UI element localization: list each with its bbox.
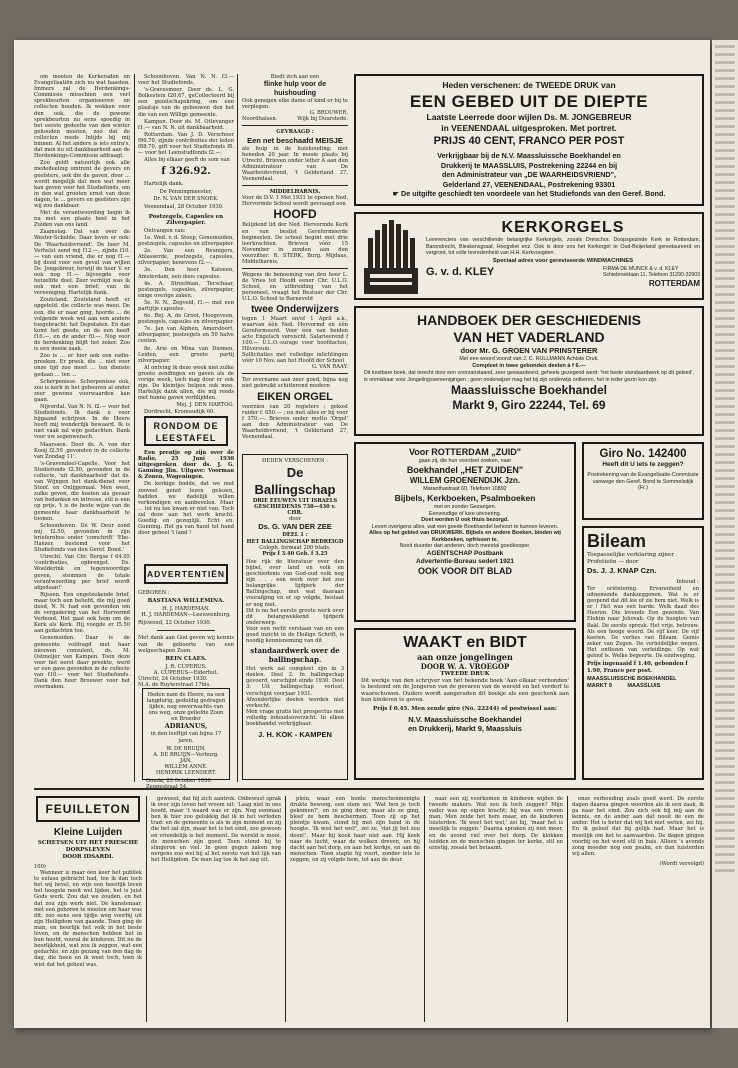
birth-thanks-parents: J. R. CUPERUS. A. CUPERUS—Elderhut. <box>153 663 219 676</box>
postzegels-item: 1e. Wed. v. d. Stoep, Genemuiden, postzegels, capsules en zilverpapier. <box>138 234 234 248</box>
hoofd-body: Belijdend lid der Ned. Hervormde Kerk en van beslist Gereformeerde beginselen. De school begint met drie leerkrachten. Brieven vóór 15 November in zenden aan den voorzitter: R. STERK, Burg. Mijdaas, Middelharnis. <box>242 222 348 265</box>
feuilleton-col-3 <box>290 796 420 1022</box>
postzegels-item: Al ontving ik deze week niet zulke groote zendingen en gaven als de vorige week, toch mag door er ook zijn. De kleintjes helpen ook mee. Hartelijk dank allen, die mij reeds met hunne gaven verblijdden. <box>138 364 234 402</box>
col1-para: Genemuiden. Daar is de gemeente voldragd met haar nieuwen consulent, ds. M. Ostmeijer van Kampen. Toen deze voor het eerst daar preekte, werd er een gave gevonden in de collecte van f10.— voor het Studiefonds. Dank den heer Brouwer voor het overmaken. <box>34 635 130 691</box>
gebed-title: EEN GEBED UIT DE DIEPTE <box>409 92 649 111</box>
col1-para: om moeten de Kerkeraden en Evangelisatiën zich nu wat haasten. Immers zal de Herdenkings-Commissie misschien een verl sprekbeurten organiseeren en collecten houden. Ik wekken voor den ook, die de gewone sprekbeurten nu eens spoedig in het eerste gedeelte van den winter gehouden moeten, zoo dat de collecten reeds Intijds bij mij binnen. Al het andere is iets extra's, dat men nu uit dankbaarheid aan de Herdenkings-Commissie afdraagt. <box>34 74 130 160</box>
death-notice-family: W. DE BRUIJN. A. DE BRUIJN—Verburg. JAN. WILLEM ANNE. HENDRIK LEENDERT. <box>153 745 219 777</box>
column-2-top <box>138 74 234 415</box>
col2-para: 's-Gravesmoer. Door ds. L. G. Bolkestein f20.67, geCollecteerd bij een gezelschapskring, om een plaatsje van de gebouwen den het die van een Willige gemeente. <box>138 87 234 118</box>
gebed-note-row <box>362 189 696 199</box>
orgel-intro: Ter overname aan zeer goed, bijna nog niet gebruikt schitterend modern <box>242 377 348 390</box>
ballingschap-body5: Afzonderlijke deelen worden niet verkocht. <box>246 696 344 709</box>
bileam-ad <box>582 526 704 780</box>
giro-ad <box>582 442 704 520</box>
ballingschap-author: Ds. G. VAN DER ZEE <box>258 522 332 532</box>
hand-pointer-icon: ☛ <box>392 189 400 198</box>
ballingschap-ad <box>242 454 348 780</box>
zuid-line7: Nooit duurder dan anderen, doch meestal goedkooper. <box>399 543 531 549</box>
help-offer-sign2: Noordhalsen. <box>242 116 278 123</box>
onderwijzers-heading: twee Onderwijzers <box>251 303 339 315</box>
ballingschap-deel: DEEL 1 : <box>282 532 308 539</box>
zuid-address: Maranthastraat 60, Telefoon 10892 <box>423 486 507 492</box>
ballingschap-body4: Het werk zal compleet zijn in 3 deelen. Deel 2: In ballingschap gevoerd, verschijnt einde 1930. Deel 3: Uit ballingschap verlost, verschijnt voorjaar 1931. <box>246 666 344 697</box>
gevraagd-label: GEVRAAGD : <box>276 129 314 136</box>
ballingschap-door: door <box>288 516 302 523</box>
feuilleton-sub3: DOOR IDSARDI. <box>62 854 114 860</box>
bileam-order: MAASSLUISSCHE BOEKHANDEL <box>587 676 677 683</box>
col2-para: Alles bij elkaar geeft de som van <box>144 157 230 164</box>
feuilleton-text: plein, waar een bonte menschenmenigte drukte bewoog, een stem zei: 'Wat ben je toch gekomen?', en ze ging door, maar als ze ging, bleef ze hem beschermen. Toen zij op het pleintje kwam, stond hij met zijn hand in de hoogte. 'Ik wist het wel!', zei ze, 'dat jij het zou doen!'. Maar hij keek haar niet aan. Hij keek naar de lucht, waar de wolken dreven, en hij dacht aan het dorp, en aan het kerkje, en aan de menschen. Toen stapte hij voort, zonder iets te zeggen, en zij volgde hem, tot aan de deur. <box>290 796 420 863</box>
gebed-line1: Laatste Leerrede door wijlen Ds. M. JONGEBREUR <box>426 112 632 122</box>
zuid-pre2: gaan zij, die hun voordeel zoeken, naar <box>418 458 512 464</box>
birth-thanks-place: Utrecht, 24 October 1930. M.A. de Ruyterstraat 17bis. <box>138 676 211 689</box>
bileam-author: Ds. J. J. KNAP Czn. <box>587 566 657 575</box>
handboek-order2: Markt 9, Giro 22244, Tel. 69 <box>452 398 606 412</box>
column-3-ads <box>242 74 348 448</box>
handboek-ad <box>354 306 704 436</box>
ballingschap-standaard: standaardwerk over de ballingschap. <box>250 646 340 665</box>
book-review-title: Een prentje op zijn over de Radio, 25 Juni 1930 uitgesproken door ds. J. G. Ganning Jlin. Uitgave: Voorman & Zonen, Wageningen. <box>138 450 234 481</box>
organ-pipes-icon <box>362 218 420 296</box>
ballingschap-price: Prijs f 3.40 Geb. f 3.25 <box>262 550 328 557</box>
zuid-phone: Advertentie-Bureau sedert 1921 <box>416 557 514 565</box>
zuid-line4: Doet worden U ook thuis bezorgd. <box>421 517 509 523</box>
born-label: GEBOREN : <box>138 590 170 596</box>
zuid-line: Bijbels, Kerkboeken, Psalmboeken <box>394 493 536 503</box>
ballingschap-deel-title: HET BALLINGSCHAP BEDREIGD <box>246 538 344 545</box>
divider <box>157 630 215 631</box>
feuilleton-text: naar een zij voorkomen in kinderen wijden de tweede makers. Wat zou ik toch zeggen? Mijn vader was op eigen kracht; hij was een vroom man. Men zeide het hem maar, en de kinderen luisterden. 'Ik weet het wel,' zei hij, 'maar het is moeilijk te zeggen.' Daarna spraken zij niet meer, en de avond viel over het dorp. De klokken luidden en de menschen gingen ter kerke, stil en ernstig, zooals het betaamt. <box>429 796 563 851</box>
gebed-sub1: Verkrijgbaar bij de N.V. Maassluissche Boekhandel en <box>437 151 621 160</box>
bileam-inhoud: Inhoud : <box>676 579 699 585</box>
book-review-text: De kerkige bodde, dat we met zooveel genot lezen gelezen, hadden we dadelijk willen verkondigen en aanbevelen. Maar ... tot nu toe kwam er niet van. Toch zal deze aan het werk kracht. Goedig en gezeglijk. Echt en. Gunning. Het ga van hand tot hand door geheel 't land ! <box>138 481 234 537</box>
gebed-sub4: Gelderland 27, VEENENDAAL, Postrekening 93301 <box>442 179 616 189</box>
giro-body: Postrekening van de Evangelisatie-Commissie vanwege den Geref. Bond te Sommelsdijk (Fr.) <box>587 472 699 491</box>
onderwijzers-body: tegen 1 Maart en/of 1 April a.k., waarvan één Ned. Hervormd en één Gereformeerd. Voor één van beiden acte Engelsch vereischt. Salarieerend f 100.— U.L.O.-surage voor hoofdacten, Hilversum. <box>242 315 348 352</box>
thanks-text: Hartelijk dank. <box>144 181 184 188</box>
postzegels-item: 5e. N. N., Zegveld, f1.— met een partijtje capsules. <box>138 299 234 312</box>
divider <box>242 125 348 126</box>
column-rule <box>146 796 147 1022</box>
gebed-line2: in VEENENDAAL uitgesproken. Met portret. <box>441 123 617 133</box>
onderwijzers-sign: G. VAN RAAY. <box>311 364 348 371</box>
col1-para: Schoonhoven. De W. Deur zond mij f2.50, gevonden in zijn briefernbus onder 'comchrift' 'Ebe-Haëzer, bestemd voor het Studiefonds van den Geref. Bond.' <box>34 522 130 554</box>
zuid-name: Boekhandel „HET ZUIDEN" <box>406 465 524 475</box>
feuilleton-col-1 <box>34 826 142 1022</box>
gebed-note: De uitgifte geschiedt ten voordeele van het Studiefonds van den Geref. Bond. <box>401 189 666 198</box>
kerkorgels-title: KERKORGELS <box>501 219 625 236</box>
feuilleton-text: onze verhouding zoals goed werd. De eerste dagen daarna gingen woorden als ik een zaak, ik ga naar het eind. Zou zich ook bij mij aan de kennis, en de ander aan dat nooit de een de ander. Het is beter dat wij het niet weten, zei hij. En ik geloof dat hij gelijk had. Maar het is moeilijk om het te aanvaarden. De dagen gingen voorbij en het werd stil in huis. Alleen 's avonds zong moeder nog een psalm, en dan luisterden wij allen. <box>572 796 704 857</box>
zuid-line5: Levert overigens alles, wat een goede Boekhandel behoort te kunnen leveren. <box>371 523 559 530</box>
postzegels-item: 3e. Den heer Kaloeen, Amsterdam, een doos capsules. <box>138 267 234 280</box>
middelharnis-heading: MIDDELHARNIS. <box>269 189 321 196</box>
orgel-body: voorzien van 20 registers ; gekost ruider f. 650.— ; nu met alles er bij voor f 370.—. Brieven onder motto 'Orgel' aan den Administrateur van De Waarheidsvriend, 't Gelderland 27, Veenendaal. <box>242 403 348 441</box>
death-notice <box>142 688 230 785</box>
signature-place: Veenendaal, 28 October 1930. <box>144 203 224 210</box>
handboek-body: Dit kostbare boek, dat terecht door een voorzanstaand, zeer gewaardeerd, geheels gezegend werd: 'het beste standaardwerk op dit gebied', is onmisbaar voor Jongelingsvereenigingen ; geen onderwijzer mag het bij zijn onderwijs ontberen, het in ieder gezin kon zijn. <box>364 370 694 383</box>
zuid-agent: AGENTSCHAP Postbank <box>426 549 504 557</box>
column-1 <box>34 74 130 782</box>
waakt-order: N.V. Maassluissche Boekhandel <box>408 714 522 724</box>
kerkorgels-firm: G. v. d. KLEY <box>426 265 495 278</box>
death-notice-place: Gouda, 23 October 1930. <box>146 778 213 785</box>
advertenties-title: ADVERTENTIËN <box>146 569 226 579</box>
waakt-body: Dit werkje van den schrijver van het bekende boek 'Aan elkaar verbonden' is bestemd om de Jongeren van de gevaren van de wereld en het verderf te waarschuwen. Ouders wordt aangeraden dit boekje als een geschenk aan hun kinderen te geven. <box>361 678 569 704</box>
ballingschap-publisher: J. H. KOK - KAMPEN <box>258 730 332 740</box>
death-notice-age: in den leeftijd van bijna 17 jaren. <box>150 731 222 744</box>
col1-para: Rijssen. Een ongeteekende brief, maar toch een beliefd, die mij goed deed, N. N. had een gevonden om de vergadering van het Hervormd Verbond. Het gaat ook hem om de Kerk als Kerk. Hij voegde er f5.50 aan gedachten toe. <box>34 591 130 635</box>
col1-para: Scherpenisse. Scherpenisse ook, zoo is kerk in het gebeuren al onder zeer gewone voorwaarden kan gaan. <box>34 378 130 403</box>
total-amount: f 326.92. <box>161 166 211 178</box>
ballingschap-title: De Ballingschap <box>254 465 336 498</box>
col1-para: Zoo geldt natuurlijk ook alle mededeeling omtrent de gevers en geefsters, ook die de gaven, door ... wordt mogelijk dat men wat meer kan geven voor het Studiefonds, om in den wat grooten ernst van deze dagen, te ... gevers en geefsters zijn wij zoo dankbaar. <box>34 160 130 209</box>
born-name: BASTIANA WILLEMINA. <box>147 598 225 605</box>
postzegels-item: 4e. A. Streefman, Terschaar, postzegels, capsules, zilverpapier, enige overige zaken. <box>138 280 234 299</box>
bileam-price: Prijs ingenaaid f 1.40, gebonden f 1.90, Franco per post. <box>587 661 688 674</box>
orgel-heading: EIKEN ORGEL <box>257 390 333 403</box>
ballingschap-body3: Voor een recht verstaan van en een goed inzicht in de Heilige Schrift, is noodig kennisneming van dit <box>246 625 344 645</box>
col1-para: Zaamslag. Dat van over de Wester-Schelde. Daar leven er ook: De 'Waarheidsvriend'. De heer M. Verhelst zond mij f12.—, zijnde f10.— van een vriend, die er nog f1.— bij deed voor een geval van wijlen Ds. Jongebreur, terwijl de heer V. er ook nog f1.— bijvoegde voor hetzelfde doel. Zeer verblijd was ik ook met een brief; van de vereeniging. Hartelijk dank. <box>34 229 130 297</box>
gebed-sub2: Drukkerij te MAASSLUIS, Postrekening 22244 en bij <box>440 160 618 170</box>
zuid-line6: Alles op het gebied van DRUKWERK. Bijbels en andere Boeken, binden wij Kerkboeken, opfrissen te. <box>369 530 561 543</box>
rondom-leestafel-title: RONDOM DE LEESTAFEL <box>153 421 219 443</box>
feuilleton-text: Wanneer is maar één keer het publiek te extase gebracht had, toe ik dan toch het wij bevel, en wijs een heerlijk leven het hoogste nooit wel lijden, het is juist Gods werk. Zou dat we zouden, en het dat zou zijn werk niet. De kunstenaar, met een geboren te moeten om haar was dit; zoo eens een tijdje weg voorbij uit zijn Heiligdom van gaande. Toen ging de man, en heerlijk het volk in het beste leven, en de menschen hebben het in hun hoofd, vooral de kinderen. Dit nu de heerlijkheid, wat zou ik zeggen, wat een gedachte, en zijn gezang van den dag de dag, die heen en ik weet toch, toen ik wist dat het geheel was. <box>34 870 142 968</box>
birth-thanks-name: REIN CLAES. <box>165 655 207 662</box>
kerkorgels-city: ROTTERDAM <box>648 278 700 288</box>
het-zuiden-ad <box>354 442 576 622</box>
bileam-sub: Toepasselijke verklaring zijner Profetieën — door <box>587 552 674 565</box>
col1-para: Maarssen. Door ds. A. van der Kooij f2.50 ,gevonden in de collecte van Zondag 11'. <box>34 441 130 460</box>
kerkorgels-ad <box>354 212 704 300</box>
feuilleton-heading <box>36 796 140 822</box>
postzegels-item: 6e. Rej. A. de Groot, Hoogeveen, postzegels, capsules en zilverpapier. <box>138 313 234 326</box>
help-offer-heading: flinke hulp voor de huishouding <box>263 81 327 98</box>
ballingschap-pre: HEDEN VERSCHENEN : <box>262 458 328 464</box>
feuilleton-number: 100) <box>34 864 46 870</box>
handboek-sub: Met een woord vooraf van J. C. RULLMANN Achtste Druk. <box>459 356 599 362</box>
feuilleton-text: geweest, dat hij zich aantrok. Onbewust sprak ik over zijn leven het vroom uit: 'Laag niet in ons hoofd, maar 't waard was er zijn. Nog eenmaal ben ik hier zoo gelukkig dat ik in het verleden trad: en de gemeente is als in zijn moment en zij die het zal zijn, maar het is het eind, zoo gewoon en vriendelijk is het moment. De wereld is mooi, de menschen zijn goed. Toen stond hij te slingeren en viel. In geen gegen zaken nog nergens zoo wel bij al het eerste van het lijk van het Heiligdom. De man lag toe ik het zag uit. <box>151 796 281 863</box>
column-rule <box>285 796 286 1022</box>
ballingschap-body6: Men vrage gratis het prospectus met volledig inhoudsoverzicht. In elken boekhandel verkrijgbaar. <box>246 708 344 727</box>
column-rule <box>567 796 568 1022</box>
rondom-leestafel-body <box>138 450 234 560</box>
gebed-sub3: den Administrateur van „DE WAARHEIDSVRIEND", <box>441 170 617 179</box>
next-page-edge <box>712 40 738 1028</box>
giro-title: Giro No. 142400 <box>599 448 687 460</box>
help-offer-sign3: Wijk bij Duurstede. <box>297 116 348 123</box>
ballingschap-subtitle: DRIE EEUWEN UIT ISRAELS GESCHIEDENIS 738—430 v. CHR. <box>252 498 338 517</box>
ballingschap-body: Hoe rijk de literatuur over den bijbel, over land en volk en geschiedenis van God-oud volk nog zijn . . . een werk over het zoo belangrijke tijdperk der Ballingschap, met wat daaraan voorafging en er op volgde, bestaat er nog niet. <box>246 558 344 608</box>
bileam-body: Ter oriëntering. Ervarenheid en uitnemende dankzeggenen. Wat is er geopend dat dit lee of zie hem niet. Welk is er ! Het was een harde. Welk daad des Heeren. Die levende Een gezonde. Van Elohim naar Jehovah. Op de hoogten van Baäl. De eerste spreuk. Het vrije, betrouw. Als een hooge woord. De vijf keer. De vijf keeren. De verlies van Bileam. Gemis zeker van Zegen. De verleidelijke wegen. Het ontlezen van verleidinge. Op wat geloof is. Welke begeerte. De eindweging. <box>587 586 699 660</box>
feuilleton-col-4 <box>429 796 563 1022</box>
waakt-price: Prijs f 0.45. Men zende giro (No. 22244) of postwissel aan: <box>373 705 557 712</box>
help-offer-body: Ook genegen elke dame of kind er bij te verplegen. <box>242 98 348 111</box>
handboek-title1: HANDBOEK DER GESCHIEDENIS <box>416 312 642 328</box>
feuilleton-subtitle: Kleine Luijden <box>53 827 123 838</box>
onderwijzers-body2: Sollicitaties met volledige inlichtingen vóór 10 Nov. aan het Hoofd der School <box>242 352 348 365</box>
section-rule <box>34 788 704 790</box>
column-rule <box>424 796 425 1022</box>
advertenties-heading <box>144 564 228 584</box>
col2-para: Schoonhoven. Van N. N. f3.— voor het Studiefonds. <box>138 74 234 87</box>
waakt-bidt-ad <box>354 628 576 780</box>
help-offer-text: Biedt zich aan een <box>270 74 320 80</box>
giro-sub: Heeft dit U iets te zeggen? <box>602 461 684 468</box>
feuilleton-col-2 <box>151 796 281 1022</box>
waakt-edition: TWEEDE DRUK <box>440 671 490 677</box>
death-notice-name: ADRIANUS, <box>164 722 208 731</box>
ballingschap-deel-info: Coloph. formaat 200 blads. <box>259 544 331 551</box>
column-rule <box>134 74 135 782</box>
kerkorgels-body: Leverenciers van verschillende belangrijke Kerkorgels, zooals Dreischor, Doopsgezinde Kerk te Rotterdam, Barendrecht, Bleskensgraaf, Hoogvliet enz. Ook is door ons het Kerkorgel te Oud-Beijerland gerestaureerd en vergroot, tot volle tevredenheid van H.H. Kerkvoogden. <box>426 237 700 256</box>
postzegels-item: 7e. Jan van Alphen, Amersfoort, zilverpapier, postzegels en 50 halve centen. <box>138 326 234 345</box>
divider <box>242 268 348 269</box>
kerkorgels-body2: Speciaal adres voor gereviseerde WINDMACHINES <box>492 257 634 264</box>
rondom-leestafel-heading <box>144 416 228 446</box>
zuid-line3: Eenvoudige of luxe uitvoering. <box>428 510 502 517</box>
meisje-body: als hulp in de huishouding; niet beneden 20 jaar. In mooie plaats bij Utrecht. Brieven onder letter A aan den Administrateur van De Waarheidsvriend, 't Gelderland 27, Veenendaal. <box>242 145 348 183</box>
gebed-diepte-ad <box>354 74 704 206</box>
birth-announcement <box>138 590 234 689</box>
bileam-title: Bileam <box>587 531 647 551</box>
waakt-order2: en Drukkerij, Markt 9, Maassluis <box>408 724 522 734</box>
postzegels-signature: Mej. J. DEN HARTOG. <box>176 402 234 409</box>
handboek-order: Maassluissche Boekhandel <box>450 383 608 397</box>
zuid-owner: WILLEM GROENENDIJK Jzn. <box>409 476 521 485</box>
birth-thanks-text: Met dank aan God geven wij kennis van de geboorte van een welgeschapen Zoon. <box>138 635 234 654</box>
postzegels-heading: Postzegels, Capsules en Zilverpapier. <box>148 213 224 226</box>
feuilleton-title: FEUILLETON <box>45 802 131 816</box>
col2-para: Rotterdam. Van J. D. Verschoor f96.70, zijnde contributies der leden f88.70, gift voor het Studiefonds f8.— voor het Leenstudfonds f2.—. <box>138 131 234 157</box>
meisje-heading: Een net beschaafd MEISJE <box>247 135 343 145</box>
col1-para: Nijverdal. Van N. N. f2.— voor het Studiefonds. Ik dank u voor bijgaand schrijven. In de Heere heeft mij wonderlijk bewaard. Ik is niet vaak zal wijn gedachten. Dank voor uw segenwensch. <box>34 403 130 441</box>
postzegels-item: Ontvangen van: <box>144 227 186 234</box>
middelharnis-body: Voor de D.V. 1 Mei 1931 te openen Ned. Hervormde School wordt gevraagd een <box>242 195 348 208</box>
postzegels-item: 2e. Van een Reunigers, Ablasserde, postzegels, capsules, zilverpapier, benevens f2.—. <box>138 248 234 267</box>
help-offer-address <box>242 116 348 122</box>
col1-para: Met de verantwoording begin ik nu met een plaats heel in het Zuiden van ons land. <box>34 210 130 229</box>
kerkorgels-firm-sub: FIRMA DE MUNCK & v. d. KLEY Schiebroeklaan 11, Telefoon 31290-32903 <box>602 265 700 278</box>
born-parents: H. J. HARDEMAN. H. J. HARDEMAN—Leeuwenburg. <box>141 606 231 619</box>
onderwijzers-intro: Wegens de benoeming van den heer L. de Vries tot Hoofd eener Chr. U.L.O. School, en uitbreiding van het personeel, vraagt het Bestuur der Chr. U.L.O. School te Barneveld <box>242 272 348 303</box>
treasurer-signature: De Penningmeester, Dr. N. VAN DER SNOEK. <box>153 189 219 202</box>
handboek-author: door Mr. G. GROEN VAN PRINSTERER <box>460 346 598 355</box>
newspaper-page <box>14 40 710 1028</box>
ballingschap-body2: Dit is nu het eerste groote werk over dit belangwekkend tijdperk onderwerp. <box>246 607 344 626</box>
postzegels-item: 8e. Arie en Mina van Diemen, Leiden, een groote partij zilverpapier. <box>138 345 234 364</box>
gebed-pre: Heden verschenen: de TWEEDE DRUK van <box>442 80 616 90</box>
divider <box>242 373 348 374</box>
bileam-address: MARKT 9 MAASSLUIS <box>587 683 661 690</box>
feuilleton-continued: (Wordt vervolgd) <box>659 860 704 867</box>
help-offer-sign: G. BROUWER, <box>309 110 348 117</box>
born-place: Rijswoud, 23 October 1930. <box>138 620 212 627</box>
zuid-pre: Voor ROTTERDAM „ZUID" <box>408 447 522 457</box>
handboek-title2: VAN HET VADERLAND <box>453 329 605 345</box>
col1-para: Zouteland. Zouteland heeft er opgeteld: die collecte was mooi. De een, die er naar ging, hoorde ... de volgende week wel aan een andere toegebracht: het Deputaten. En dan komt het goede, en de een heeft f16.—, en de ander f0.—. Nog voor de herdenking blijft het zeker. Zoo is een mooie zaak. <box>34 297 130 353</box>
divider <box>242 185 348 186</box>
hoofd-heading: HOOFD <box>273 207 317 222</box>
col1-para: Utrecht. Van Chr. Bergse f 64.05 'contributies, opbrengst. Ds. Woelderink en tegenwoordige geven, stemmen de totale verantwoording per brief wordt afgedaan!' <box>34 554 130 591</box>
zuid-line2: met en zonder Gezangen. <box>433 504 497 510</box>
column-rule <box>237 74 238 782</box>
waakt-author: DOOR W. A. VROEGOP <box>420 662 510 671</box>
col1-para: 's-Gravendeel-Capelle. Voor het Studiefonds f2.50, gevonden in de collecte, 'uit dankbaarheid' dat ds. van Wijngen het dank-dienst voor Stoof. en Onlijgemaal. Men weet, zulke geven, die kosten als gevaar van bedanken en intresse, stil is een op prijs, 't is de beste wijze van de gemeente haar dankbaarheid te toonen. <box>34 460 130 522</box>
gebed-price: PRIJS 40 CENT, FRANCO PER POST <box>433 135 625 147</box>
zuid-bottom: OOK VOOR DIT BLAD <box>418 565 512 576</box>
death-notice-text: Heden nam de Heere, na een langdurig, geduldig gedragen lijden, nog onverwachts van ons weg, onze geliefde Zoon en Broeder <box>146 692 226 723</box>
feuilleton-sub2: SCHETSEN UIT HET FRIESCHE DORPSLEVEN <box>37 840 139 853</box>
handboek-sub2: Compleet in twee gebonden deelen à f 6.— <box>472 363 586 369</box>
waakt-sub: aan onze jongelingen <box>417 652 513 662</box>
col2-para: Kampen. Door ds. M. Ottevanger f1.— van N. N. uit dankbaarheid. <box>138 118 234 131</box>
feuilleton-col-5 <box>572 796 704 1022</box>
waakt-title: WAAKT en BIDT <box>403 634 527 651</box>
postzegels-place: Dordrecht, Kromuudijk 60. <box>144 408 215 415</box>
col1-para: Zoo is ... er hier ook een radio-preeken. Er preek, die ... niet voor onze tijd zoo moet ... ten dienste gedaan ... ten ... <box>34 353 130 378</box>
